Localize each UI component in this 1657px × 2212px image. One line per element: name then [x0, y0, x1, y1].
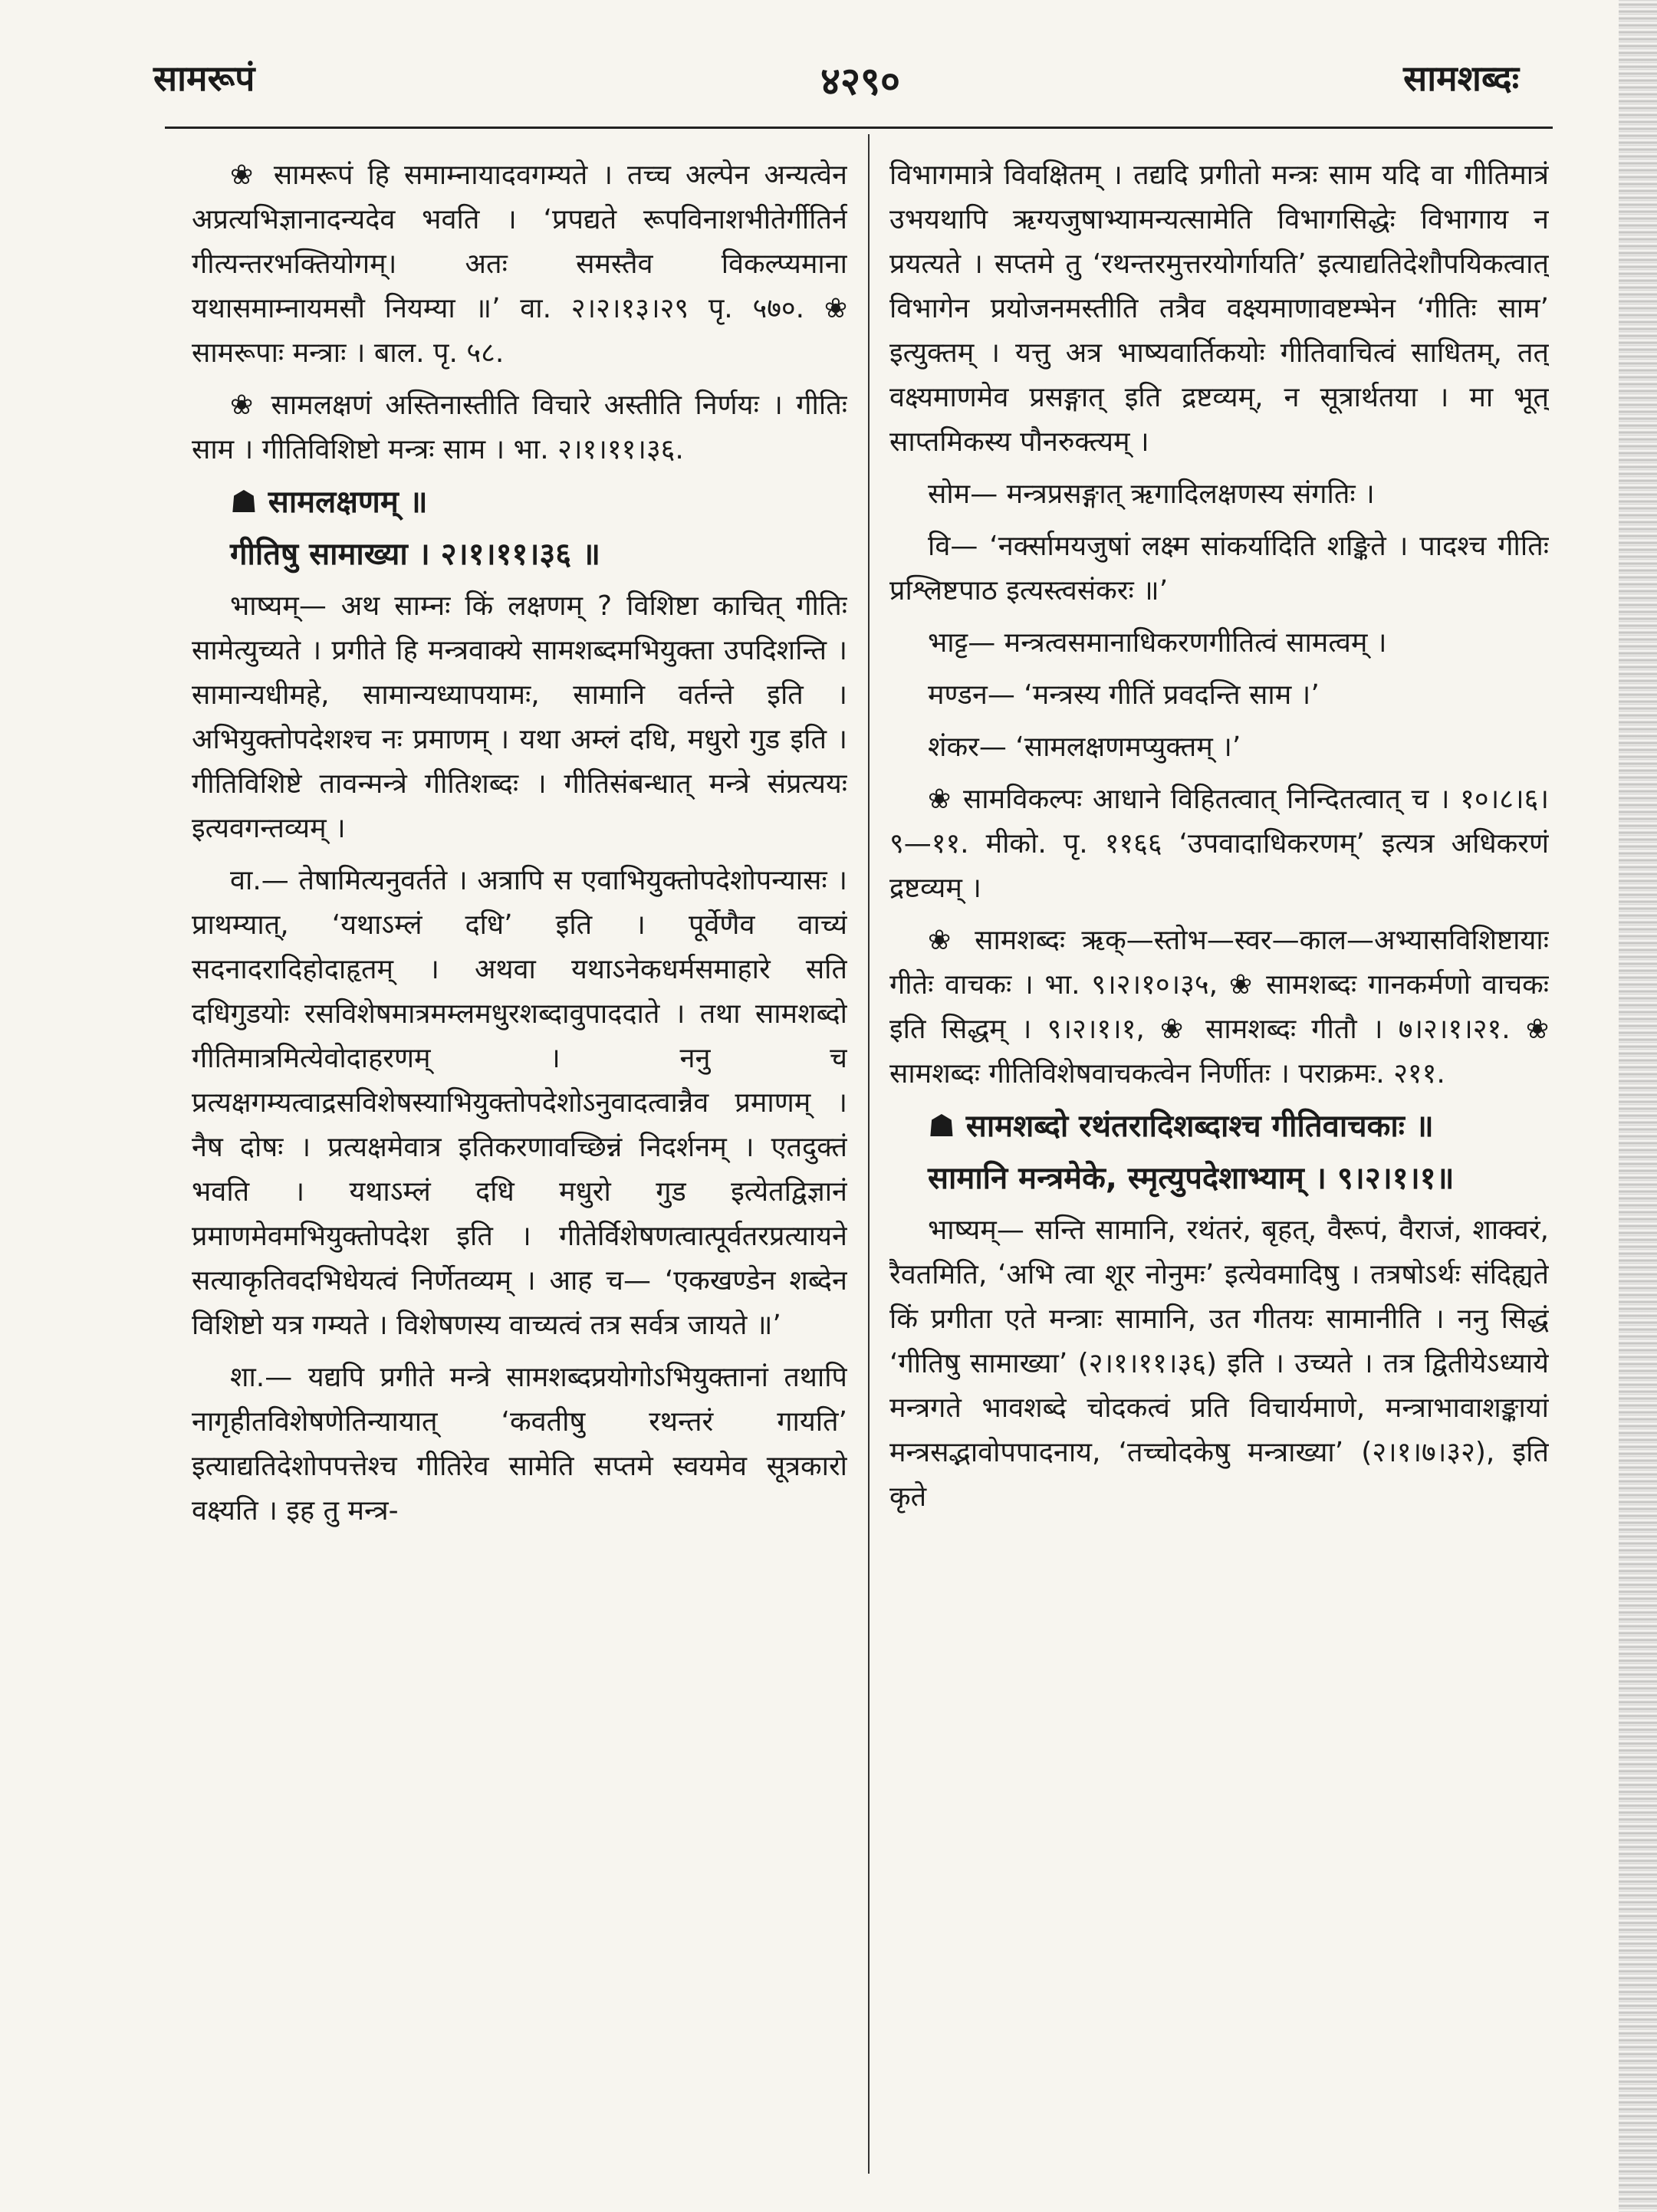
scan-edge-noise: [1619, 0, 1657, 2212]
shankara-note: शंकर— ‘सामलक्षणमप्युक्तम् ।’: [928, 731, 1241, 763]
vi-note: वि— ‘नर्क्सामयजुषां लक्ष्म सांकर्यादिति शङ्किते । पादश्च गीतिः प्रश्लिष्टपाठ इत्यस्त्वसंकरः ॥’: [889, 531, 1549, 606]
header-rule: [165, 127, 1553, 129]
header-left-term: सामरूपं: [153, 58, 255, 99]
entry-samashabda: ❀ सामशब्दः ऋक्—स्तोभ—स्वर—काल—अभ्यासविशिष्टायाः गीतेः वाचकः । भा. ९।२।१०।३५, ❀ सामशब्दः गानकर्मणो वाचकः इति सिद्धम् । ९।२।१।१, ❀ सामशब्दः गीतौ । ७।२।१।२१. ❀ सामशब्दः गीतिविशेषवाचकत्वेन निर्णीतः । पराक्रमः. २११.: [889, 925, 1549, 1090]
soma-note: सोम— मन्त्रप्रसङ्गात् ऋगादिलक्षणस्य संगतिः ।: [928, 478, 1375, 510]
left-column: [192, 153, 847, 2177]
sutra-text: गीतिषु सामाख्या । २।१।११।३६ ॥: [230, 537, 600, 572]
entry-samalakshanam: ❀ सामलक्षणं अस्तिनास्तीति विचारे अस्तीति निर्णयः । गीतिः साम । गीतिविशिष्टो मन्त्रः साम । भा. २।१।११।३६.: [192, 389, 847, 465]
vartika-paragraph: वा.— तेषामित्यनुवर्तते । अत्रापि स एवाभियुक्तोपदेशोपन्यासः । प्राथम्यात्, ‘यथाऽम्लं दधि’ इति । पूर्वेणैव वाच्यं सदनादरादिहोदाहृतम् । अथवा यथाऽनेकधर्मसमाहारे सति दधिगुडयोः रसविशेषमात्रमम्लमधुरशब्दावुपाददाते । तथा सामशब्दो गीतिमात्रमित्येवोदाहरणम् । ननु च प्रत्यक्षगम्यत्वाद्रसविशेषस्याभियुक्तोपदेशोऽनुवादत्वान्नैव प्रमाणम् । नैष दोषः । प्रत्यक्षमेवात्र इतिकरणावच्छिन्नं निदर्शनम् । एतदुक्तं भवति । यथाऽम्लं दधि मधुरो गुड इत्येतद्विज्ञानं प्रमाणमेवमभियुक्तोपदेश इति । गीतेर्विशेषणत्वात्पूर्वतरप्रत्यायने सत्याकृतिवदभिधेयत्वं निर्णेतव्यम् । आह च— ‘एकखण्डेन शब्देन विशिष्टो यत्र गम्यते । विशेषणस्य वाच्यत्वं तत्र सर्वत्र जायते ॥’: [192, 865, 847, 1341]
bhatta-note: भाट्ट— मन्त्रत्वसमानाधिकरणगीतित्वं सामत्वम् ।: [928, 627, 1387, 659]
entry-samavikalpa: ❀ सामविकल्पः आधाने विहितत्वात् निन्दितत्वात् च । १०।८।६।९—११. मीको. पृ. ११६६ ‘उपवादाधिकरणम्’ इत्यत्र अधिकरणं द्रष्टव्यम् ।: [889, 784, 1549, 904]
continued-paragraph: विभागमात्रे विवक्षितम् । तद्यदि प्रगीतो मन्त्रः साम यदि वा गीतिमात्रं उभयथापि ऋग्यजुषाभ्यामन्यत्सामेति विभागसिद्धेः विभागाय न प्रयत्यते । सप्तमे तु ‘रथन्तरमुत्तरयोर्गायति’ इत्याद्यतिदेशौपयिकत्वात् विभागेन प्रयोजनमस्तीति तत्रैव वक्ष्यमाणावष्टम्भेन ‘गीतिः साम’ इत्युक्तम् । यत्तु अत्र भाष्यवार्तिकयोः गीतिवाचित्वं साधितम्, तत् वक्ष्यमाणमेव प्रसङ्गात् इति द्रष्टव्यम्, न सूत्रार्थतया । मा भूत् साप्तमिकस्य पौनरुक्त्यम् ।: [889, 159, 1549, 458]
column-divider: [868, 134, 870, 2174]
adhikarana-heading: ☗ सामलक्षणम् ॥: [230, 485, 428, 520]
page-header: [153, 54, 1565, 115]
right-column: [889, 153, 1549, 2177]
bhashya-paragraph: भाष्यम्— अथ साम्नः किं लक्षणम् ? विशिष्टा काचित् गीतिः सामेत्युच्यते । प्रगीते हि मन्त्रवाक्ये सामशब्दमभियुक्ता उपदिशन्ति । सामान्यधीमहे, सामान्यध्यापयामः, सामानि वर्तन्ते इति । अभियुक्तोपदेशश्च नः प्रमाणम् । यथा अम्लं दधि, मधुरो गुड इति । गीतिविशिष्टे तावन्मन्त्रे गीतिशब्दः । गीतिसंबन्धात् मन्त्रे संप्रत्ययः इत्यवगन्तव्यम् ।: [192, 590, 847, 844]
adhikarana-heading-2: ☗ सामशब्दो रथंतरादिशब्दाश्च गीतिवाचकाः ॥: [928, 1109, 1434, 1144]
sutra-text-2: सामानि मन्त्रमेके, स्मृत्युपदेशाभ्याम् । ९।२।१।१॥: [928, 1161, 1455, 1196]
shastradipika-paragraph: शा.— यद्यपि प्रगीते मन्त्रे सामशब्दप्रयोगोऽभियुक्तानां तथापि नागृहीतविशेषणेतिन्यायात् ‘कवतीषु रथन्तरं गायति’ इत्याद्यतिदेशोपपत्तेश्च गीतिरेव सामेति सप्तमे स्वयमेव सूत्रकारो वक्ष्यति । इह तु मन्त्र-: [192, 1362, 847, 1527]
mandana-note: मण्डन— ‘मन्त्रस्य गीतिं प्रवदन्ति साम ।’: [928, 679, 1320, 711]
entry-samarupam: ❀ सामरूपं हि समाम्नायादवगम्यते । तच्च अल्पेन अन्यत्वेन अप्रत्यभिज्ञानादन्यदेव भवति । ‘प्रपद्यते रूपविनाशभीतेर्गीतिर्न गीत्यन्तरभक्तियोगम्। अतः समस्तैव विकल्प्यमाना यथासमाम्नायमसौ नियम्या ॥’ वा. २।२।१३।२९ पृ. ५७०. ❀ सामरूपाः मन्त्राः । बाल. पृ. ५८.: [192, 159, 847, 369]
header-right-term: सामशब्दः: [1403, 58, 1519, 99]
page-number: ४२९०: [820, 59, 900, 104]
bhashya-paragraph-2: भाष्यम्— सन्ति सामानि, रथंतरं, बृहत्, वैरूपं, वैराजं, शाक्वरं, रैवतमिति, ‘अभि त्वा शूर नोनुमः’ इत्येवमादिषु । तत्रषोऽर्थः संदिह्यते किं प्रगीता एते मन्त्राः सामानि, उत गीतयः सामानीति । ननु सिद्धं ‘गीतिषु सामाख्या’ (२।१।११।३६) इति । उच्यते । तत्र द्वितीयेऽध्याये मन्त्रगते भावशब्दे चोदकत्वं प्रति विचार्यमाणे, मन्त्राभावाशङ्कायां मन्त्रसद्भावोपपादनाय, ‘तच्चोदकेषु मन्त्राख्या’ (२।१।७।३२), इति कृते: [889, 1214, 1549, 1513]
